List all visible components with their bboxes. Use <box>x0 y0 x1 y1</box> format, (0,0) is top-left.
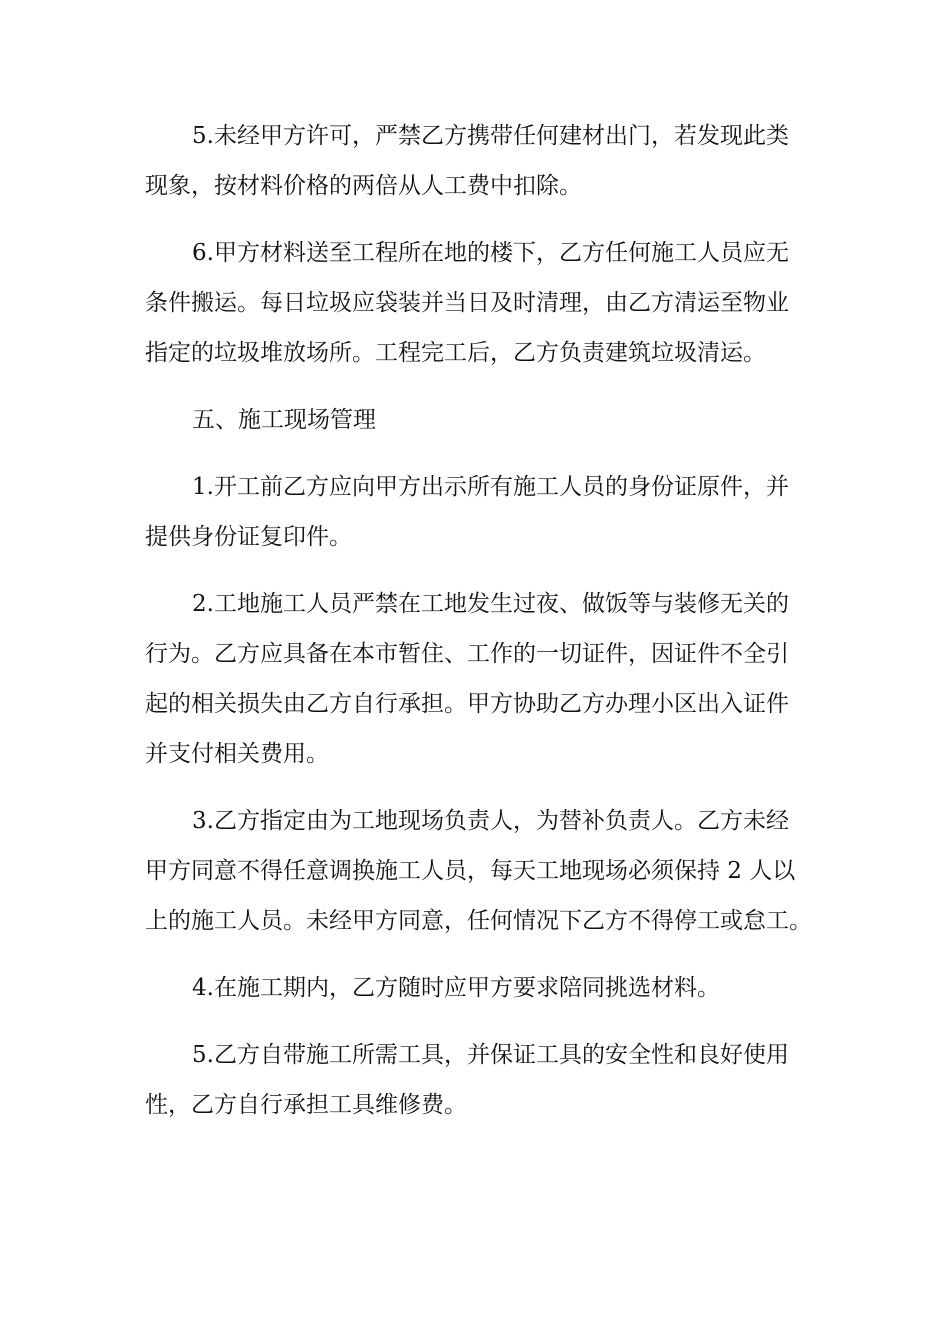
text-line: 行为。乙方应具备在本市暂住、工作的一切证件，因证件不全引 <box>145 641 789 667</box>
text-line: 1.开工前乙方应向甲方出示所有施工人员的身份证原件，并 <box>192 474 789 500</box>
text-line: 2.工地施工人员严禁在工地发生过夜、做饭等与装修无关的 <box>192 591 789 617</box>
section-title: 五、施工现场管理 <box>192 407 376 433</box>
text-line: 5.乙方自带施工所需工具，并保证工具的安全性和良好使用 <box>192 1042 789 1068</box>
text-line: 指定的垃圾堆放场所。工程完工后，乙方负责建筑垃圾清运。 <box>145 340 766 366</box>
text-line: 甲方同意不得任意调换施工人员，每天工地现场必须保持 2 人以 <box>145 858 796 884</box>
text-line: 3.乙方指定由为工地现场负责人，为替补负责人。乙方未经 <box>192 808 789 834</box>
text-line: 4.在施工期内，乙方随时应甲方要求陪同挑选材料。 <box>192 975 720 1001</box>
text-line: 5.未经甲方许可，严禁乙方携带任何建材出门，若发现此类 <box>192 123 789 149</box>
text-line: 6.甲方材料送至工程所在地的楼下，乙方任何施工人员应无 <box>192 240 789 266</box>
text-line: 性，乙方自行承担工具维修费。 <box>145 1092 467 1118</box>
text-line: 起的相关损失由乙方自行承担。甲方协助乙方办理小区出入证件 <box>145 691 789 717</box>
text-line: 条件搬运。每日垃圾应袋装并当日及时清理，由乙方清运至物业 <box>145 290 789 316</box>
text-line: 现象，按材料价格的两倍从人工费中扣除。 <box>145 173 582 199</box>
text-line: 上的施工人员。未经甲方同意，任何情况下乙方不得停工或怠工。 <box>145 908 812 934</box>
text-line: 提供身份证复印件。 <box>145 524 352 550</box>
text-line: 并支付相关费用。 <box>145 741 329 767</box>
